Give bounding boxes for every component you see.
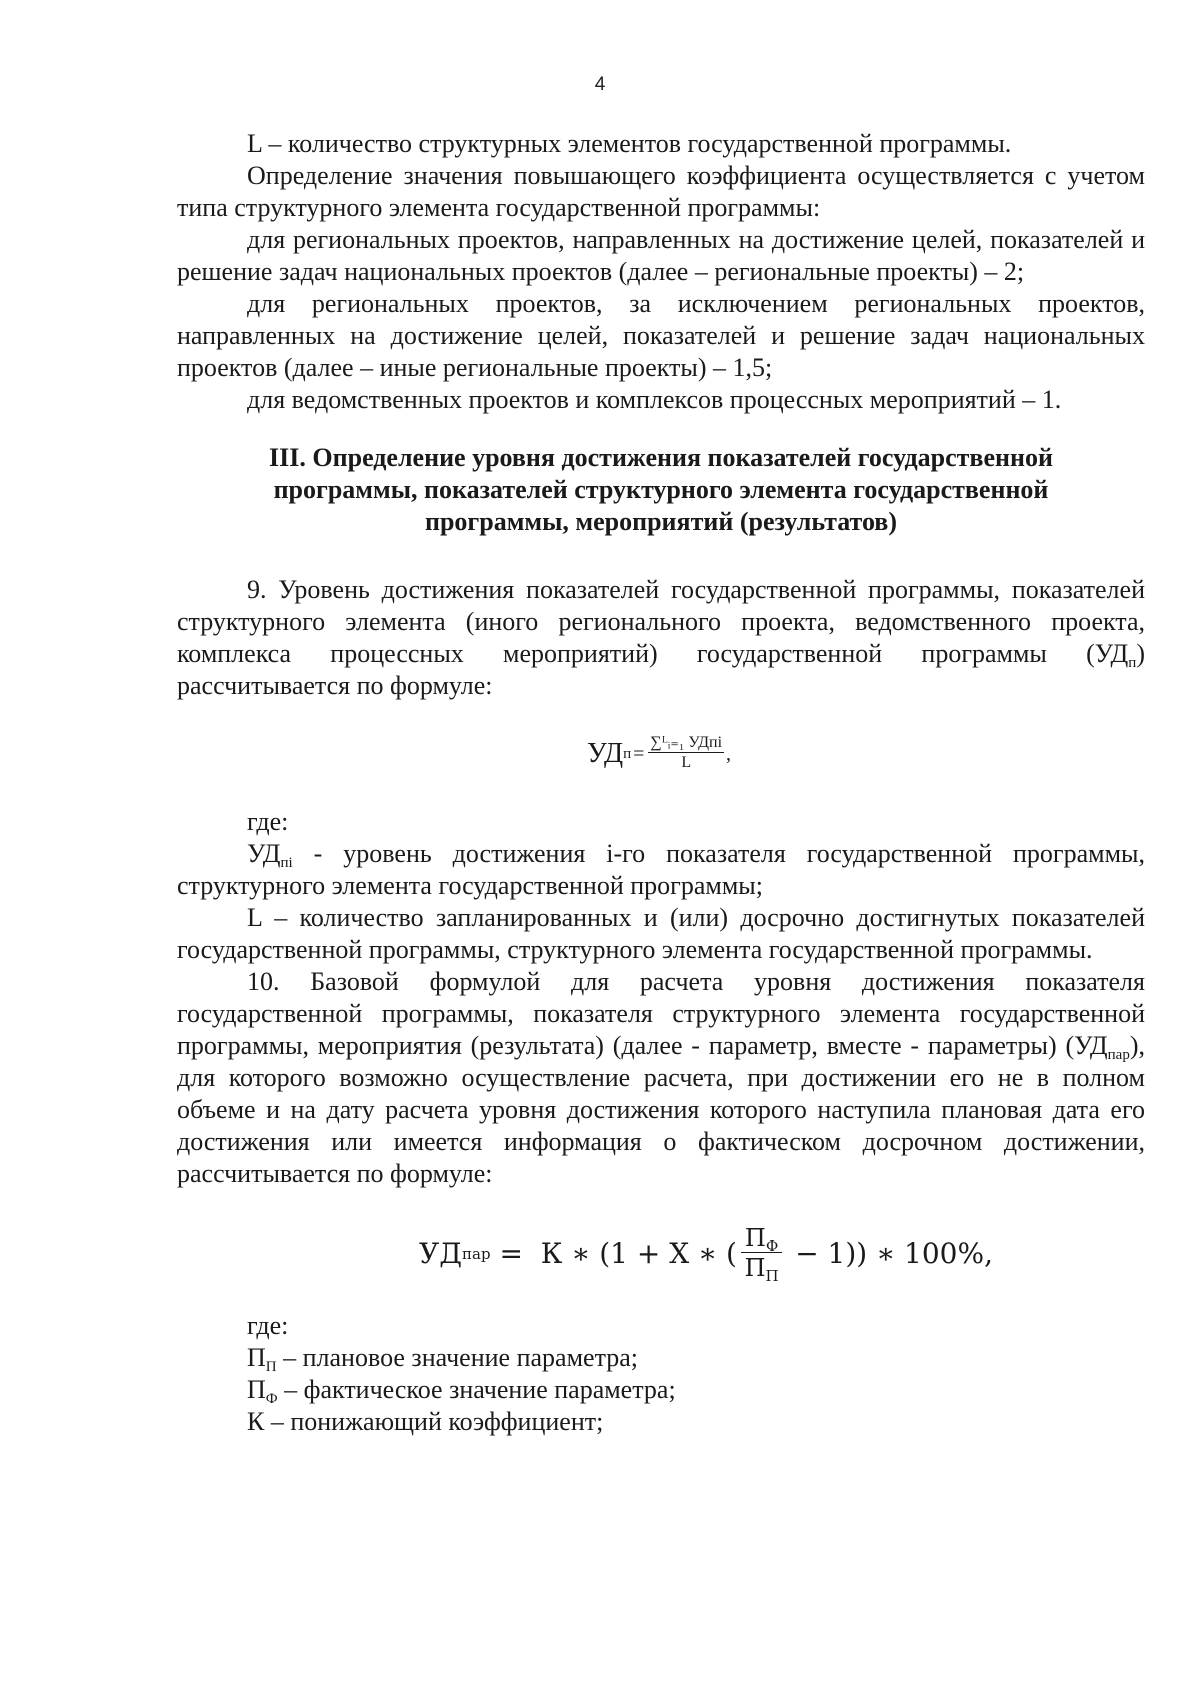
section-heading — [177, 442, 1145, 538]
formula2-lhs: УД — [419, 1236, 462, 1270]
section-heading-line2: программы, показателей структурного элемента государственной — [273, 475, 1049, 504]
definition-k-coefficient: К – понижающий коэффициент; — [247, 1407, 604, 1436]
paragraph-other-regional-projects: для региональных проектов, за исключением региональных проектов, направленных на достижение целей, показателей и решение задач национальных проектов (далее – иные региональные проекты) – 1,5; — [177, 289, 1145, 382]
paragraph-10: 10. Базовой формулой для расчета уровня достижения показателя государственной программы, показателя структурного элемента государственной программы, мероприятия (результата) (далее - параметр, вместе - параметры) $(УД_{пар})$, для которого возможно осуществление расчета, при достижении его не в полном объеме и на дату расчета уровня достижения которого наступила плановая дата его достижения или имеется информация о фактическом досрочном достижении, рассчитывается по формуле: — [177, 967, 1145, 1188]
formula2-expr-after: − 1)) ∗ 100%, — [786, 1236, 994, 1270]
formula1-lhs: УД — [587, 737, 624, 769]
formula-parameter-achievement: УД пар = К ∗ (1 + Х ∗ ( $\frac{П_Ф}{П_П}$ − 1)) ∗ 100%, — [419, 1224, 994, 1285]
formula2-numerator: $П_Ф$ — [741, 1224, 782, 1253]
page-number: 4 — [594, 74, 606, 95]
paragraph-regional-projects: для региональных проектов, направленных на достижение целей, показателей и решение задач национальных проектов (далее – региональные проекты) – 2; — [177, 225, 1145, 286]
paragraph-coefficient-definition: Определение значения повышающего коэффициента осуществляется с учетом типа структурного элемента государственной программы: — [177, 161, 1145, 222]
paragraph-9: 9. Уровень достижения показателей государственной программы, показателей структурного элемента (иного регионального проекта, ведомственного проекта, комплекса процессных мероприятий) государственной программы $(УД_п)$ рассчитывается по формуле: — [177, 575, 1145, 700]
definition-l-count: L – количество запланированных и (или) досрочно достигнутых показателей государственной программы, структурного элемента государственной программы. — [177, 903, 1145, 964]
formula1-tail: , — [726, 742, 732, 765]
section-heading-line1: III. Определение уровня достижения показателей государственной — [269, 443, 1053, 472]
formula2-fraction — [741, 1224, 782, 1283]
formula1-fraction — [648, 734, 724, 773]
paragraph-departmental-projects: для ведомственных проектов и комплексов процессных мероприятий – 1. — [247, 385, 1062, 414]
formula-level-achievement: УД п = $\frac{\text{∑ᴸᵢ₌₁ УДпi}}{L}$ , — [587, 734, 732, 771]
definition-plan-value: $П_П$ – плановое значение параметра; — [247, 1343, 639, 1375]
formula1-equals: = — [633, 742, 645, 765]
definition-ud-pi: $УД_{пi}$ - уровень достижения i-го показателя государственной программы, структурного элемента государственной программы; — [177, 839, 1145, 900]
paragraph-l-count: L – количество структурных элементов государственной программы. — [247, 129, 1012, 158]
formula2-denominator: $П_П$ — [744, 1254, 779, 1285]
formula1-denominator: L — [681, 754, 692, 771]
definition-fact-value: $П_Ф$ – фактическое значение параметра; — [247, 1375, 676, 1407]
where-label-1: где: — [247, 807, 289, 836]
where-label-2: где: — [247, 1311, 289, 1340]
document-body — [177, 128, 1145, 1438]
section-heading-line3: программы, мероприятий (результатов) — [424, 507, 897, 536]
formula2-expr-before: = К ∗ (1 + Х ∗ ( — [490, 1236, 737, 1270]
formula1-numerator: ∑ᴸᵢ₌₁ УДпi — [650, 734, 723, 751]
